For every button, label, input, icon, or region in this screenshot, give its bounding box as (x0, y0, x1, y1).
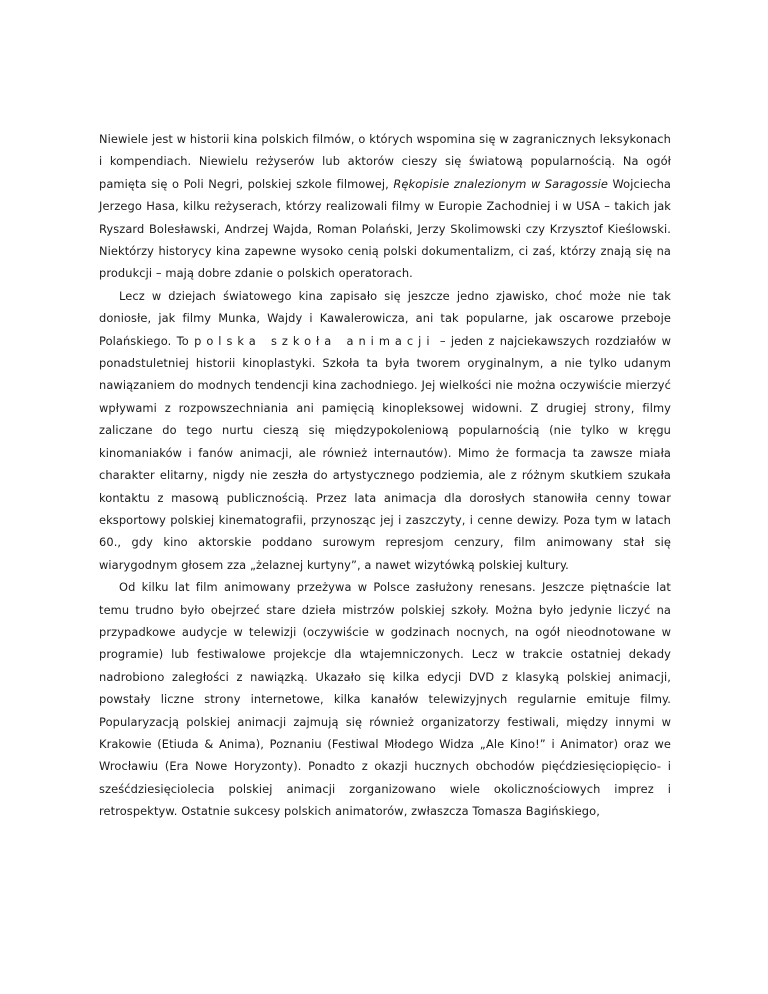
paragraph-1-text-b: Wojciecha Jerzego Hasa, kilku reżyserach, którzy realizowali filmy w Europie Zachodniej i w USA – takich jak Ryszard Bolesławski, Andrzej Wajda, Roman Polański, Jerzy Skolimowski czy Krzysztof Kieślowski. Niektórzy historycy kina zapewne wysoko cenią polski dokumentalizm, ci zaś, którzy znają się na produkcji – mają dobre zdanie o polskich operatorach. (99, 176, 672, 281)
paragraph-3: Od kilku lat film animowany przeżywa w Polsce zasłużony renesans. Jeszcze piętnaście lat temu trudno było obejrzeć stare dzieła mistrzów polskiej szkoły. Można było jedynie liczyć na przypadkowe audycje w telewizji (oczywiście w godzinach nocnych, na ogół nieodnotowane w programie) lub festiwalowe projekcje dla wtajemniczonych. Lecz w trakcie ostatniej dekady nadrobiono zaległości z nawiązką. Ukazało się kilka edycji DVD z klasyką polskiej animacji, powstały liczne strony internetowe, kilka kanałów telewizyjnych regularnie emituje filmy. Popularyzacją polskiej animacji zajmują się również organizatorzy festiwali, między innymi w Krakowie (Etiuda & Anima), Poznaniu (Festiwal Młodego Widza „Ale Kino!” i Animator) oraz we Wrocławiu (Era Nowe Horyzonty). Ponadto z okazji hucznych obchodów pięćdziesięciopięcio- i sześćdziesięciolecia polskiej animacji zorganizowano wiele okolicznościowych imprez i retrospektyw. Ostatnie sukcesy polskich animatorów, zwłaszcza Tomasza Bagińskiego, (99, 580, 671, 819)
document-page (99, 128, 671, 823)
paragraph-2-text-a: Lecz w dziejach światowego kina zapisało się jeszcze jedno zjawisko, choć może nie tak doniosłe, jak filmy Munka, Wajdy i Kawalerowicza, ani tak popularne, jak oscarowe przeboje Polańskiego. To (99, 288, 671, 348)
paragraph-1 (99, 128, 671, 285)
film-title-italic: Rękopisie znalezionym w Saragossie (393, 176, 608, 191)
paragraph-2-text-b: – jeden z najciekawszych rozdziałów w ponadstuletniej historii kinoplastyki. Szkoła ta była tworem oryginalnym, a nie tylko udanym nawiązaniem do modnych tendencji kina zachodniego. Jej wielkości nie można oczywiście mierzyć wpływami z rozpowszechniania ani pamięcią kinopleksowej widowni. Z drugiej strony, filmy zaliczane do tego nurtu cieszą się międzypokoleniową popularnością (nie tylko w kręgu kinomaniaków i fanów animacji, ale również internautów). Mimo że formacja ta zawsze miała charakter elitarny, nigdy nie zeszła do artystycznego podziemia, ale z różnym skutkiem szukała kontaktu z masową publicznością. Przez lata animacja dla dorosłych stanowiła cenny towar eksportowy polskiej kinematografii, przynosząc jej i zaszczyty, i cenne dewizy. Poza tym w latach 60., gdy kino aktorskie poddano surowym represjom cenzury, film animowany stał się wiarygodnym głosem zza „żelaznej kurtyny”, a nawet wizytówką polskiej kultury. (99, 333, 672, 572)
paragraph-1-text-a: Niewiele jest w historii kina polskich filmów, o których wspomina się w zagranicznych leksykonach i kompendiach. Niewielu reżyserów lub aktorów cieszy się światową popularnością. Na ogół pamięta się o Poli Negri, polskiej szkole filmowej, (99, 132, 671, 191)
paragraph-2 (99, 285, 671, 576)
spaced-emphasis: polska szkoła animacji (194, 333, 435, 348)
